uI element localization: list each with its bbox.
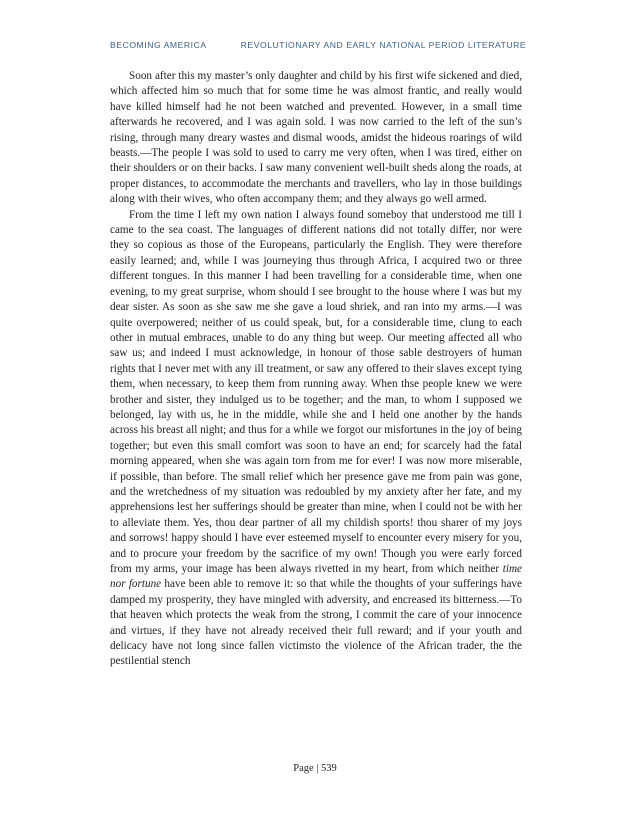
section-title: REVOLUTIONARY AND EARLY NATIONAL PERIOD LITERATURE (240, 40, 527, 50)
paragraph-2-text-start: From the time I left my own nation I always found someboy that understood me till I came to the sea coast. The languages of different nations did not totally differ, nor were they so copious as those of the Europeans, particularly the English. They were therefore easily learned; and, while I was journeying thus through Africa, I acquired two or three different tongues. In this manner I had been travelling for a considerable time, when one evening, to my great surprise, whom should I see brought to the house where I was but my dear sister. As soon as she saw me she gave a loud shriek, and ran into my arms.—I was quite overpowered; neither of us could speak, but, for a considerable time, clung to each other in mutual embraces, unable to do any thing but weep. Our meeting affected all who saw us; and indeed I must acknowledge, in honour of those sable destroyers of human rights that I never met with any ill treatment, or saw any offered to their slaves except tying them, when necessary, to keep them from running away. When thse people knew we were brother and sister, they indulged us to be together; and the man, to whom I supposed we belonged, lay with us, he in the middle, while she and I held one another by the hands across his breast all night; and thus for a while we forgot our misfortunes in the joy of being together; but even this small comfort was soon to have an end; for scarcely had the fatal morning appeared, when she was again torn from me for ever! I was now more miserable, if possible, than before. The small relief which her presence gave me from pain was gone, and the wretchedness of my situation was redoubled by my anxiety after her fate, and my apprehensions lest her sufferings should be greater than mine, when I could not be with her to alleviate them. Yes, thou dear partner of all my childish sports! thou sharer of my joys and sorrows! happy should I have ever esteemed myself to encounter every misery for you, and to procure your freedom by the sacrifice of my own! Though you were early forced from my arms, your image has been always rivetted in my heart, from which neither (110, 208, 522, 575)
page-number: Page | 539 (293, 763, 337, 774)
series-title: BECOMING AMERICA (110, 40, 207, 50)
italic-phrase: time nor fortune (110, 563, 522, 591)
paragraph-1: Soon after this my master’s only daughter and child by his first wife sickened and died, which affected him so much that for some time he was almost frantic, and really would have killed himself had he not been watched and prevented. However, in a small time afterwards he recovered, and I was again sold. I was now carried to the left of the sun’s rising, through many dreary wastes and dismal woods, amidst the hideous roarings of wild beasts.—The people I was sold to used to carry me very often, when I was tired, either on their shoulders or on their backs. I saw many convenient well-built sheds along the roads, at proper distances, to accommodate the merchants and travellers, who lay in those buildings along with their wives, who often accompany them; and they always go well armed. (110, 70, 522, 206)
paragraph-2-text-end: have been able to remove it: so that while the thoughts of your sufferings have damped my prosperity, they have mingled with adversity, and encreased its bitterness.—To that heaven which protects the weak from the strong, I commit the care of your innocence and virtues, if they have not already received their full reward; and if your youth and delicacy have not long since fallen victimsto the violence of the African trader, the the pestilential stench (110, 578, 522, 668)
body-text (110, 69, 522, 670)
paragraph-2 (110, 208, 522, 670)
running-header (110, 40, 530, 50)
